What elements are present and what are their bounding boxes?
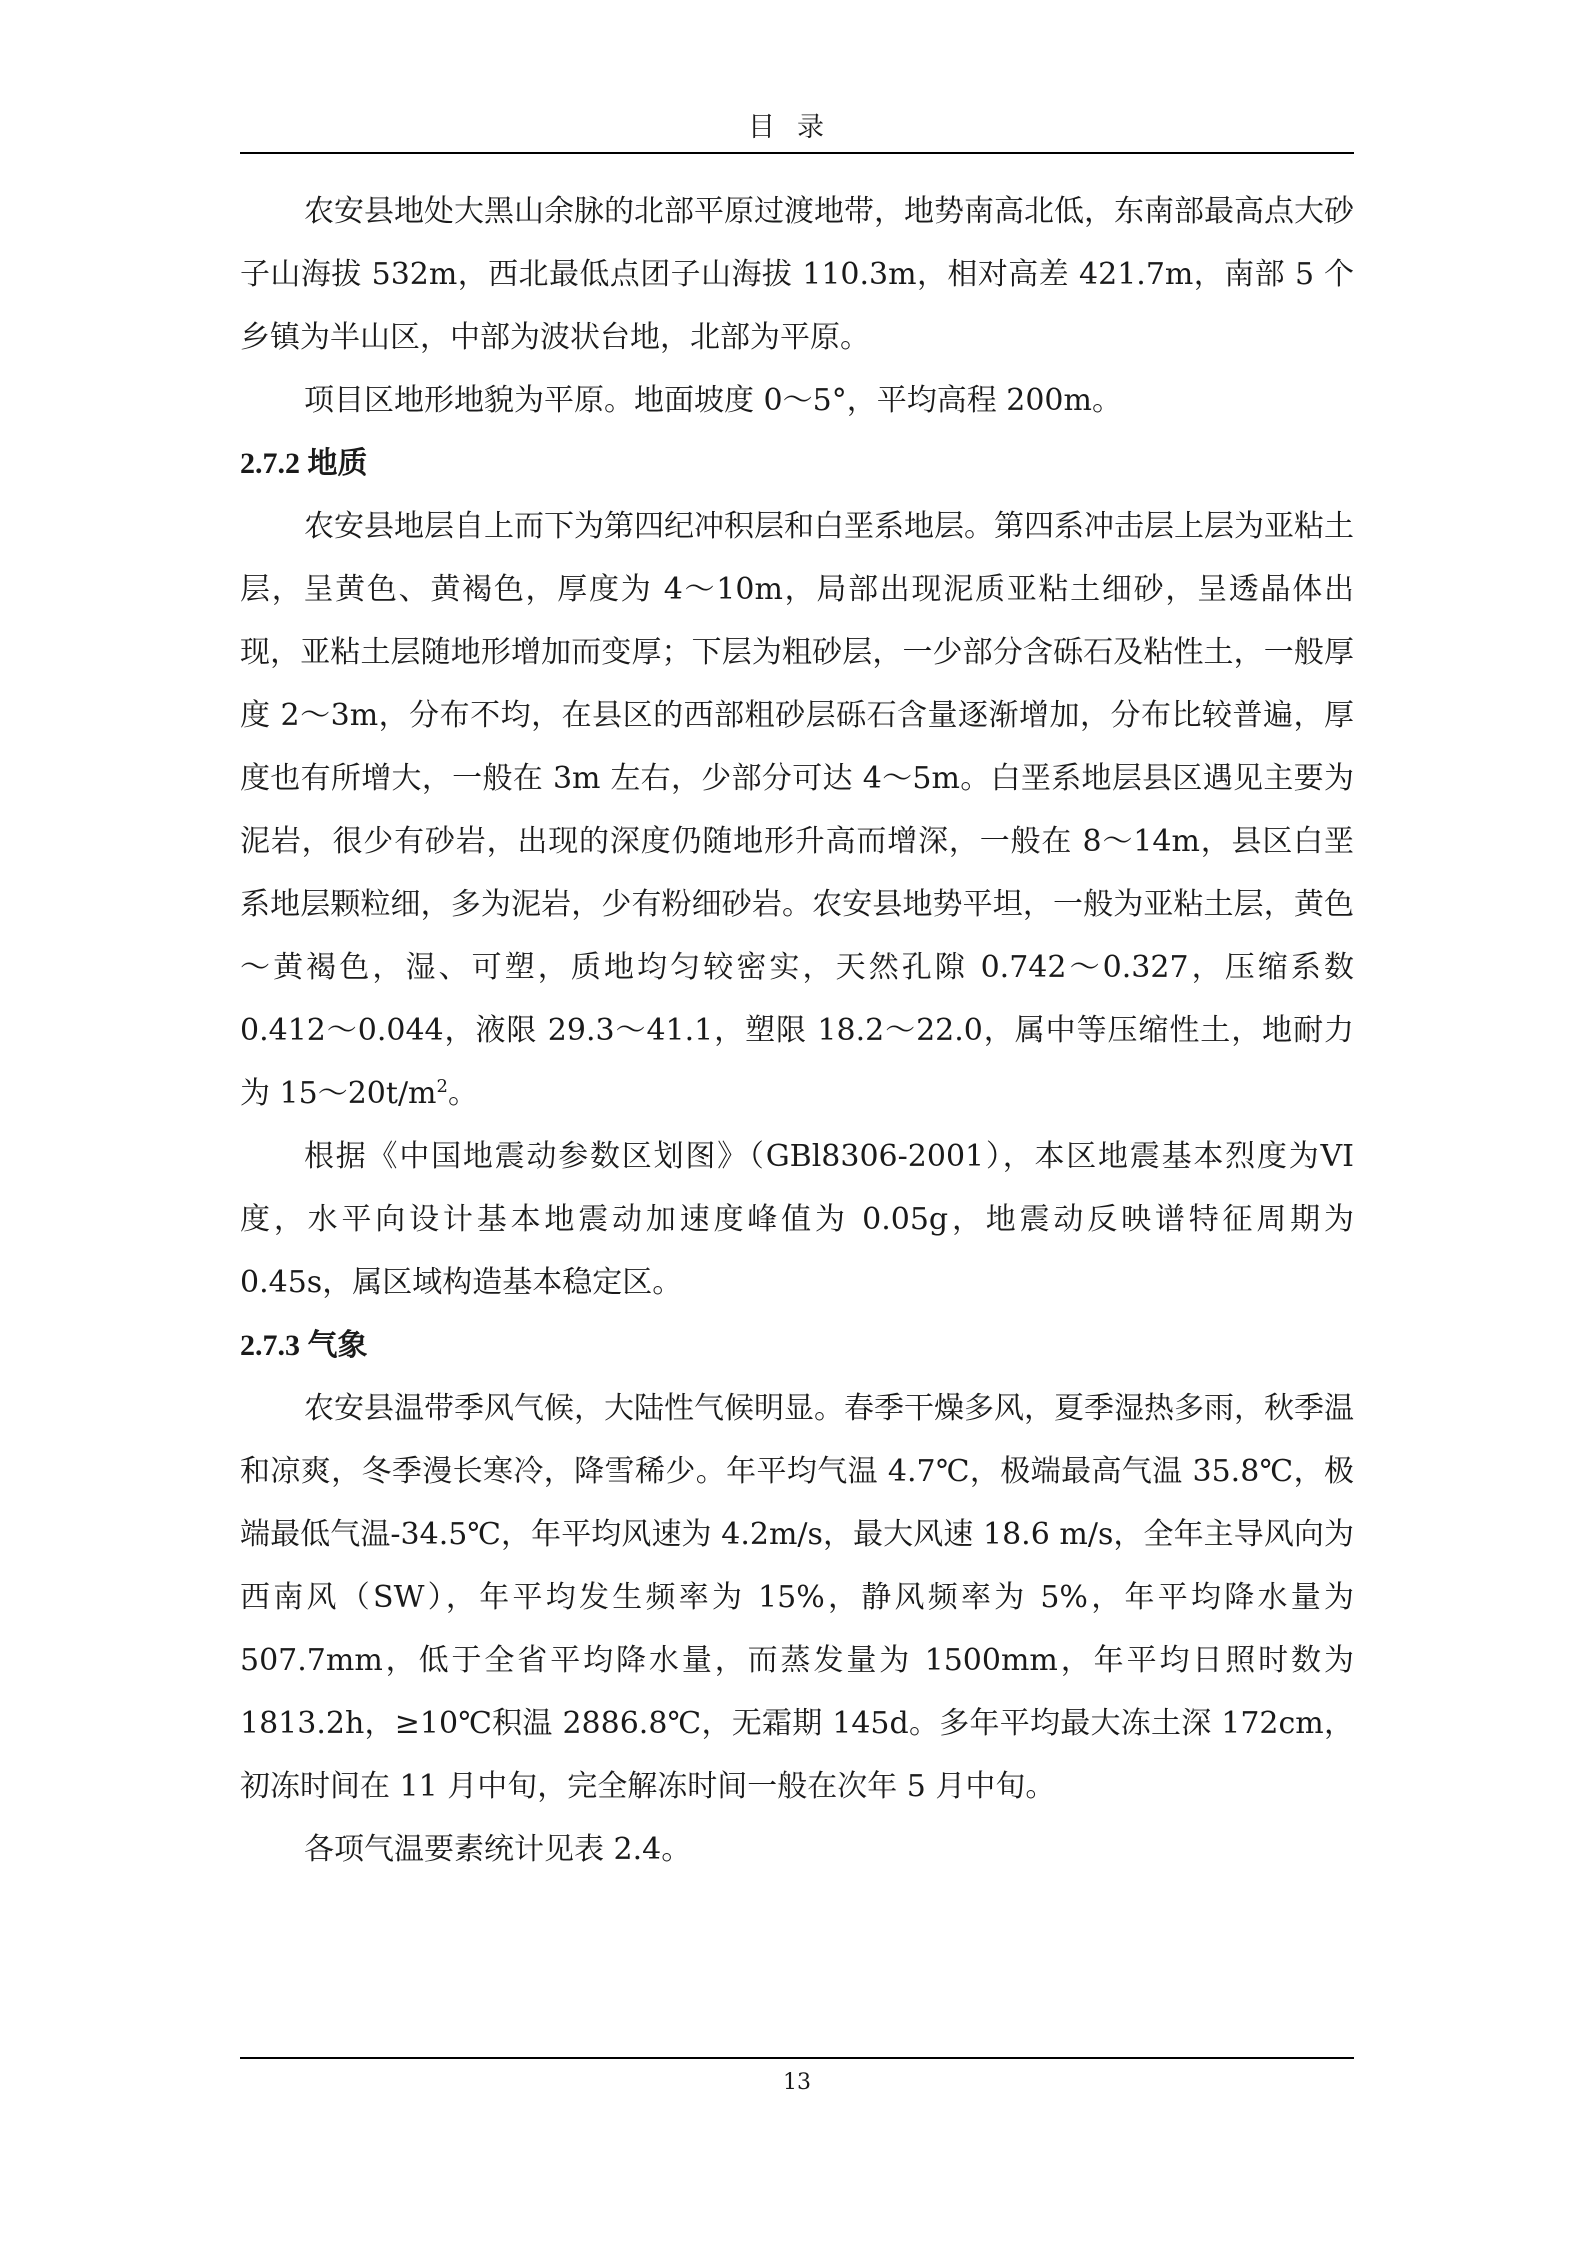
paragraph-seismic: 根据《中国地震动参数区划图》（GBl8306-2001），本区地震基本烈度为VI度，水平向设计基本地震动加速度峰值为 0.05g，地震动反映谱特征周期为 0.45s，属区域构造基本稳定区。 [240,1139,1354,1300]
footer-divider [240,2057,1354,2059]
page-number: 13 [783,2070,811,2095]
heading-geology: 2.7.2 地质 [240,447,368,480]
paragraph-geology [240,495,1354,1125]
paragraph-table-reference: 各项气温要素统计见表 2.4。 [304,1832,692,1867]
geology-text: 农安县地层自上而下为第四纪冲积层和白垩系地层。第四系冲击层上层为亚粘土层，呈黄色、黄褐色，厚度为 4～10m，局部出现泥质亚粘土细砂，呈透晶体出现，亚粘土层随地形增加而变厚；下层为粗砂层，一少部分含砾石及粘性土，一般厚度 2～3m，分布不均，在县区的西部粗砂层砾石含量逐渐增加，分布比较普遍，厚度也有所增大，一般在 3m 左右，少部分可达 4～5m。白垩系地层县区遇见主要为泥岩，很少有砂岩，出现的深度仍随地形升高而增深，一般在 8～14m，县区白垩系地层颗粒细，多为泥岩，少有粉细砂岩。农安县地势平坦，一般为亚粘土层，黄色～黄褐色，湿、可塑，质地均匀较密实，天然孔隙 0.742～0.327，压缩系数 0.412～0.044，液限 29.3～41.1，塑限 18.2～22.0，属中等压缩性土，地耐力为 15～20t/m [240,509,1354,1111]
document-body [240,180,1354,1881]
heading-climate: 2.7.3 气象 [240,1329,368,1362]
paragraph-project-terrain: 项目区地形地貌为平原。地面坡度 0～5°，平均高程 200m。 [304,383,1122,418]
paragraph-climate: 农安县温带季风气候，大陆性气候明显。春季干燥多风，夏季湿热多雨，秋季温和凉爽，冬季漫长寒冷，降雪稀少。年平均气温 4.7℃，极端最高气温 35.8℃，极端最低气温-34.5℃，年平均风速为 4.2m/s，最大风速 18.6 m/s，全年主导风向为西南风（SW），年平均发生频率为 15%，静风频率为 5%，年平均降水量为 507.7mm，低于全省平均降水量，而蒸发量为 1500mm，年平均日照时数为 1813.2h，≥10℃积温 2886.8℃，无霜期 145d。多年平均最大冻土深 172cm，初冻时间在 11 月中旬，完全解冻时间一般在次年 5 月中旬。 [240,1391,1354,1804]
header-divider [240,152,1354,154]
geology-text-end: 。 [447,1076,478,1111]
paragraph-terrain: 农安县地处大黑山余脉的北部平原过渡地带，地势南高北低，东南部最高点大砂子山海拔 532m，西北最低点团子山海拔 110.3m，相对高差 421.7m，南部 5 个乡镇为半山区，中部为波状台地，北部为平原。 [240,194,1354,355]
unit-superscript: 2 [436,1076,448,1097]
running-header: 目录 [748,112,846,143]
